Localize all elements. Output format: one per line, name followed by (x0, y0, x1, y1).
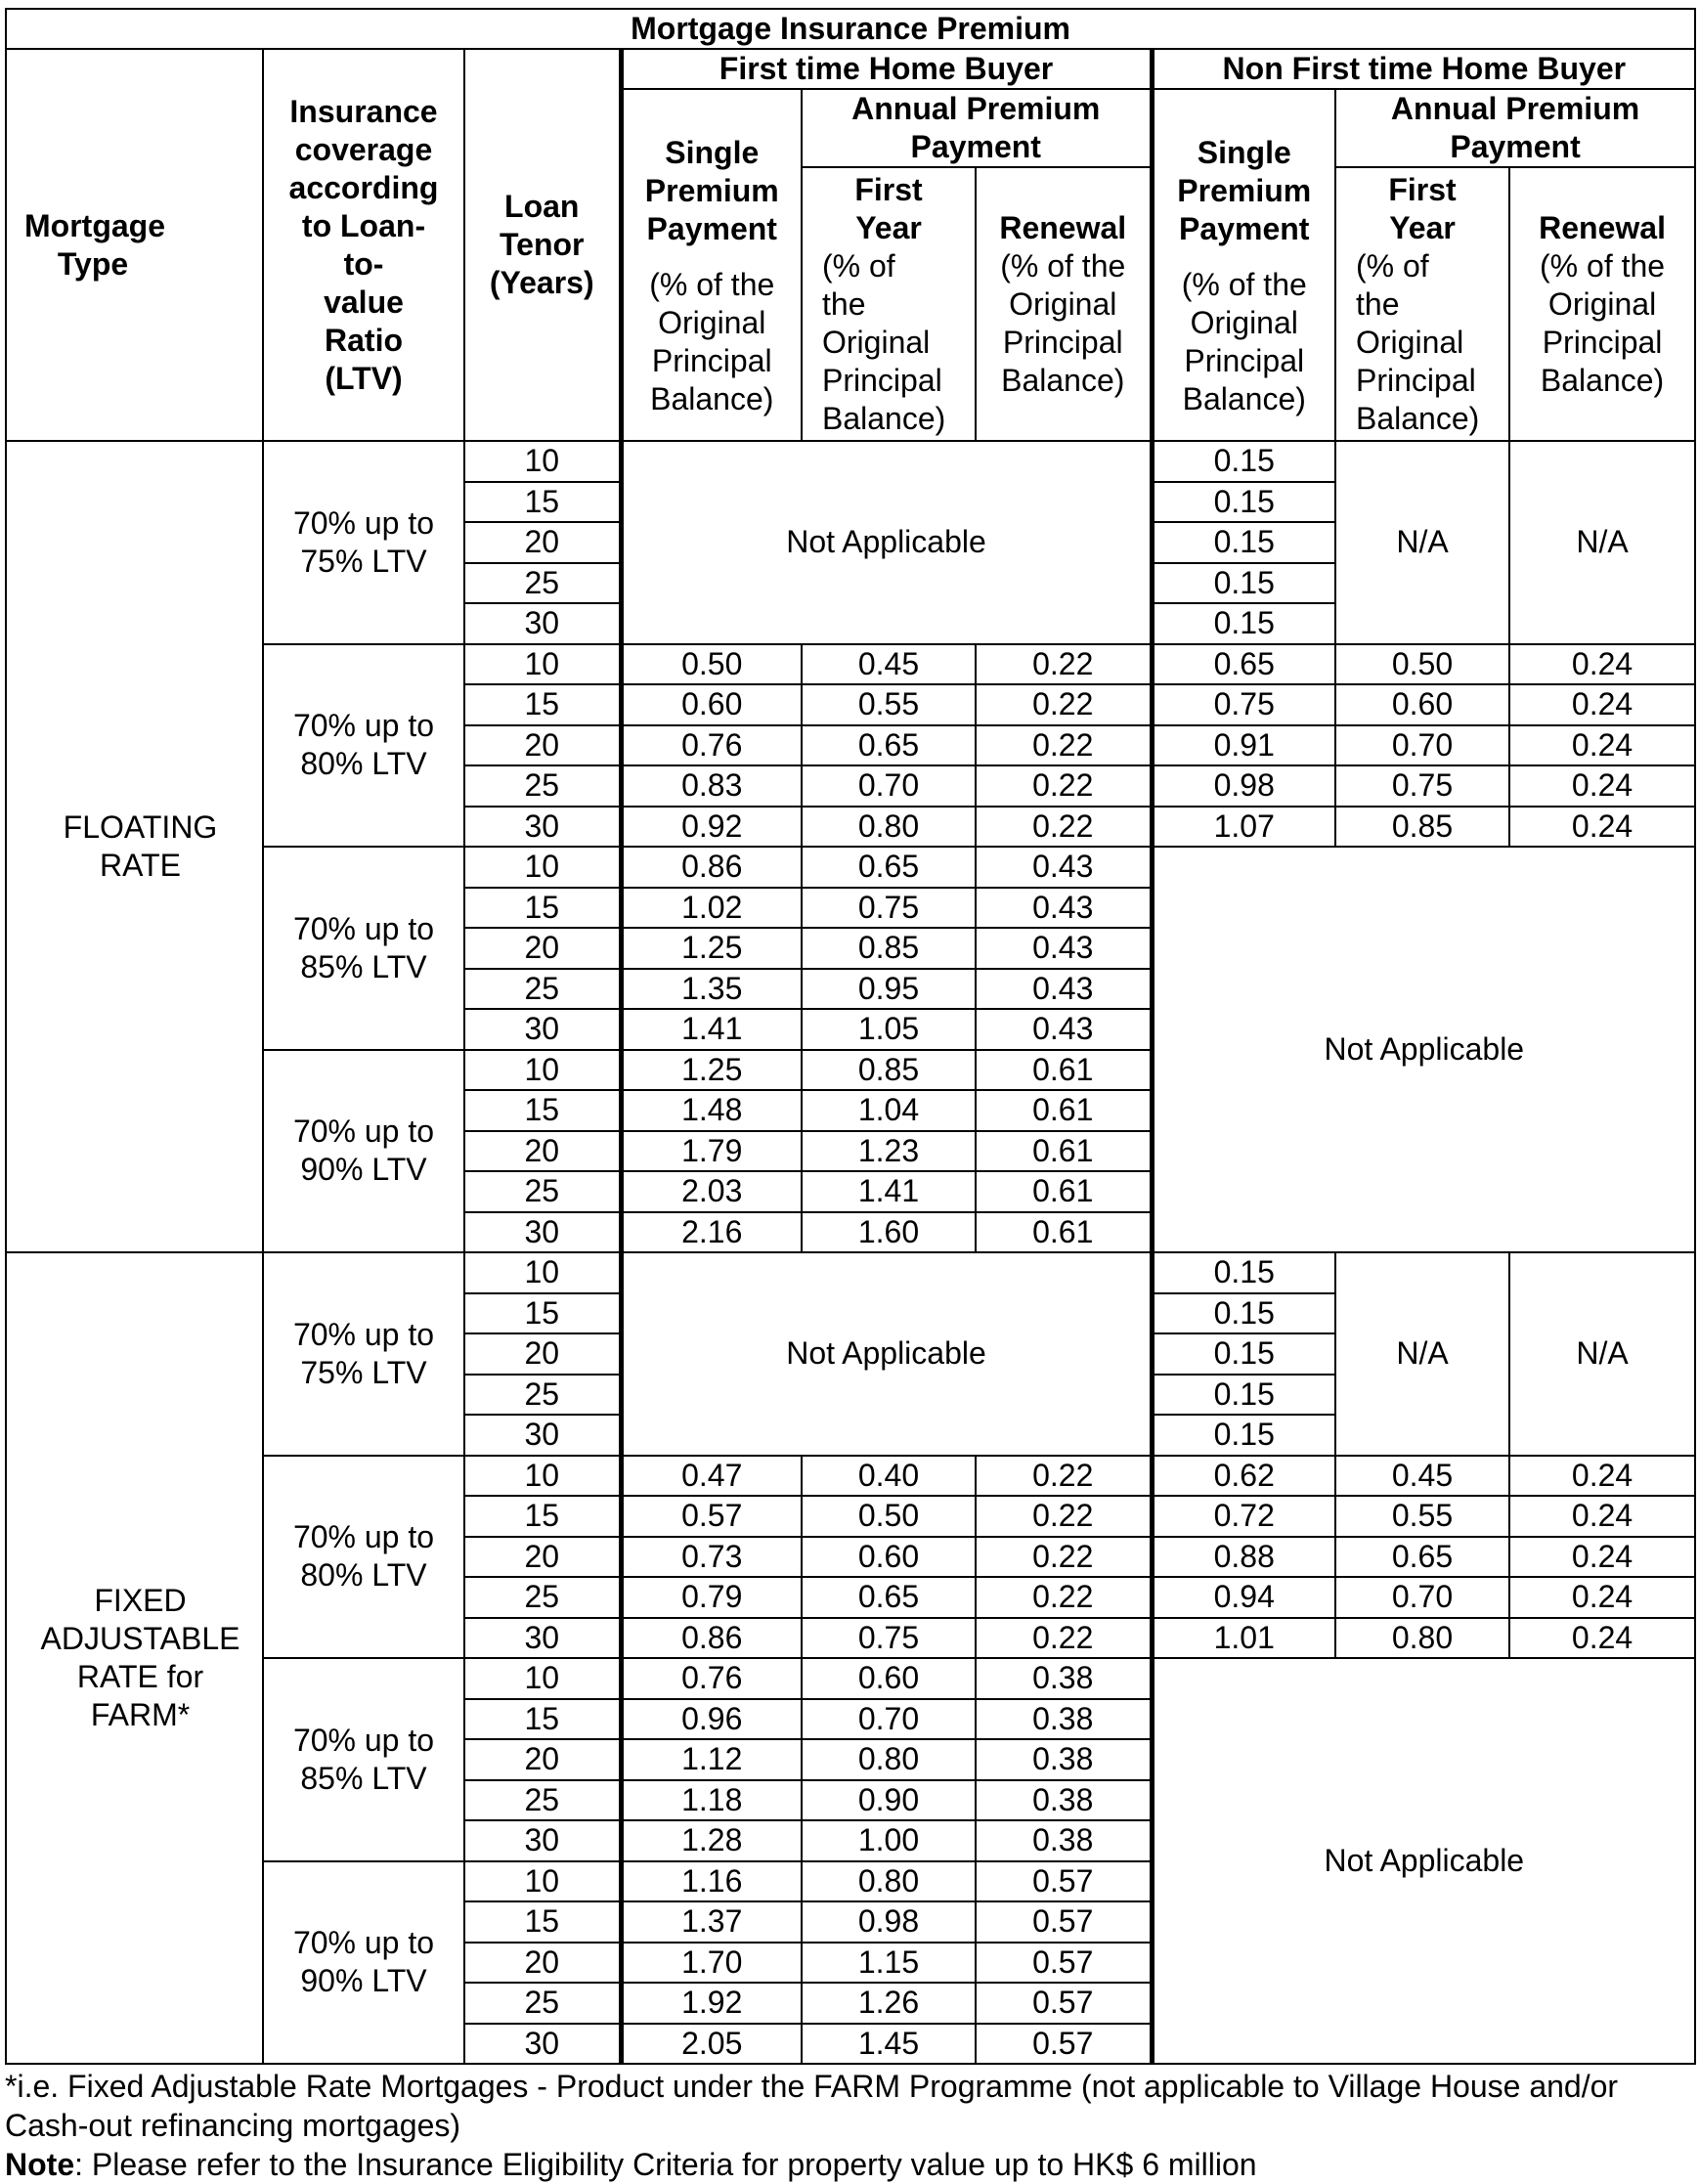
text-line: Principal (822, 362, 942, 398)
text-line: Principal (1542, 324, 1663, 360)
first-time-value-cell: 0.98 (802, 1901, 976, 1943)
text-line: (% of the (649, 266, 775, 302)
first-time-value-cell: 2.16 (621, 1212, 802, 1253)
tenor-cell: 30 (464, 1212, 621, 1253)
tenor-cell: 20 (464, 928, 621, 969)
text-line: the (822, 285, 866, 322)
mortgage-type-cell (6, 1252, 263, 2064)
non-first-value-cell: 0.15 (1152, 1333, 1335, 1375)
first-time-value-cell: 1.16 (621, 1861, 802, 1902)
first-time-value-cell: 1.25 (621, 1050, 802, 1091)
tenor-cell: 15 (464, 1090, 621, 1131)
first-time-value-cell: 0.75 (802, 888, 976, 929)
first-time-value-cell: 0.38 (976, 1658, 1152, 1699)
header-non-first-time-buyer: Non First time Home Buyer (1152, 49, 1695, 89)
first-time-value-cell: 0.65 (802, 1577, 976, 1618)
header-annual-premium-non (1335, 89, 1695, 167)
text-line: Payment (646, 210, 777, 246)
header-renewal-non (1509, 167, 1695, 441)
renewal-note (982, 247, 1144, 400)
non-first-value-cell: 0.15 (1152, 522, 1335, 563)
text-line: Loan (504, 189, 580, 224)
text-line: 70% up to (292, 1114, 435, 1150)
first-time-value-cell: 0.38 (976, 1820, 1152, 1861)
text-line: (% of (1356, 247, 1429, 284)
text-line: the (1356, 285, 1400, 322)
non-first-value-cell: 0.70 (1335, 1577, 1509, 1618)
first-time-value-cell: 0.80 (802, 807, 976, 848)
text-line: value (324, 284, 404, 320)
text-line: Annual Premium (851, 91, 1101, 126)
tenor-cell: 30 (464, 1820, 621, 1861)
tenor-cell: 10 (464, 1861, 621, 1902)
tenor-cell: 25 (464, 1780, 621, 1821)
first-time-value-cell: 0.61 (976, 1212, 1152, 1253)
text-line: Principal (1184, 342, 1305, 378)
na-cell: N/A (1335, 1252, 1509, 1456)
header-annual-premium-first (802, 89, 1152, 167)
first-time-value-cell: 1.15 (802, 1943, 976, 1984)
text-line: 80% LTV (300, 746, 427, 782)
first-time-value-cell: 0.80 (802, 1861, 976, 1902)
non-first-value-cell: 0.15 (1152, 1252, 1335, 1293)
text-line: Balance) (1356, 400, 1480, 436)
first-time-value-cell: 1.92 (621, 1983, 802, 2024)
tenor-cell: 25 (464, 969, 621, 1010)
first-time-value-cell: 0.47 (621, 1456, 802, 1497)
first-time-value-cell: 0.60 (802, 1658, 976, 1699)
tenor-cell: 10 (464, 441, 621, 482)
tenor-cell: 10 (464, 644, 621, 685)
tenor-cell: 25 (464, 1171, 621, 1212)
ltv-cell (263, 1861, 464, 2065)
table-row (6, 441, 1695, 482)
tenor-cell: 20 (464, 1739, 621, 1780)
text-line: Year (855, 209, 922, 245)
first-time-value-cell: 0.92 (621, 807, 802, 848)
tenor-cell: 10 (464, 1252, 621, 1293)
tenor-cell: 15 (464, 1496, 621, 1537)
tenor-cell: 30 (464, 603, 621, 644)
text-line: FLOATING (63, 809, 218, 845)
tenor-cell: 20 (464, 1131, 621, 1172)
first-time-value-cell: 0.43 (976, 888, 1152, 929)
first-time-value-cell: 0.40 (802, 1456, 976, 1497)
first-time-value-cell: 0.45 (802, 644, 976, 685)
text-line: Renewal (999, 209, 1127, 245)
first-time-value-cell: 0.86 (621, 1618, 802, 1659)
na-cell: N/A (1509, 441, 1695, 644)
text-line: FIXED (94, 1583, 187, 1618)
first-time-value-cell: 1.02 (621, 888, 802, 929)
text-line: Tenor (499, 227, 585, 262)
first-time-value-cell: 1.23 (802, 1131, 976, 1172)
first-time-value-cell: 0.86 (621, 847, 802, 888)
first-time-value-cell: 0.22 (976, 644, 1152, 685)
first-time-value-cell: 0.22 (976, 765, 1152, 807)
first-time-value-cell: 0.76 (621, 725, 802, 766)
first-time-value-cell: 0.38 (976, 1739, 1152, 1780)
text-line: Original (1547, 285, 1657, 322)
first-time-value-cell: 0.85 (802, 1050, 976, 1091)
non-first-value-cell: 0.70 (1335, 725, 1509, 766)
tenor-cell: 15 (464, 1699, 621, 1740)
not-applicable-cell: Not Applicable (621, 1252, 1152, 1456)
text-line: Original (1190, 304, 1298, 340)
first-time-value-cell: 1.28 (621, 1820, 802, 1861)
non-first-value-cell: 0.24 (1509, 684, 1695, 725)
header-row-1 (6, 49, 1695, 89)
header-first-year-non (1335, 167, 1509, 441)
non-first-value-cell: 0.45 (1335, 1456, 1509, 1497)
non-first-value-cell: 0.24 (1509, 1618, 1695, 1659)
non-first-value-cell: 0.24 (1509, 644, 1695, 685)
first-time-value-cell: 1.12 (621, 1739, 802, 1780)
first-time-value-cell: 0.38 (976, 1780, 1152, 1821)
text-line: 70% up to (292, 910, 435, 946)
first-time-value-cell: 1.04 (802, 1090, 976, 1131)
text-line: to- (343, 245, 384, 282)
text-line: Principal (651, 342, 772, 378)
text-line: Balance) (1001, 362, 1125, 398)
non-first-value-cell: 0.24 (1509, 725, 1695, 766)
mortgage-type-cell (6, 441, 263, 1252)
tenor-cell: 10 (464, 1658, 621, 1699)
text-line: Original (822, 324, 931, 360)
non-first-value-cell: 0.50 (1335, 644, 1509, 685)
header-coverage (263, 49, 464, 441)
text-line: Balance) (1182, 380, 1306, 416)
note (5, 2145, 1694, 2184)
single-premium-note (630, 266, 796, 418)
first-time-value-cell: 0.61 (976, 1050, 1152, 1091)
non-first-value-cell: 0.24 (1509, 1537, 1695, 1578)
text-line: (% of (822, 247, 895, 284)
first-time-value-cell: 0.22 (976, 1618, 1152, 1659)
text-line: Payment (910, 129, 1041, 164)
non-first-value-cell: 0.65 (1335, 1537, 1509, 1578)
non-first-value-cell: 0.15 (1152, 563, 1335, 604)
first-time-value-cell: 1.05 (802, 1009, 976, 1050)
first-time-value-cell: 2.05 (621, 2024, 802, 2065)
tenor-cell: 25 (464, 1375, 621, 1416)
first-time-value-cell: 1.48 (621, 1090, 802, 1131)
first-time-value-cell: 0.60 (621, 684, 802, 725)
text-line: according (288, 169, 439, 205)
text-line: 70% up to (292, 1316, 435, 1352)
text-line: Original (658, 304, 766, 340)
first-time-value-cell: 0.57 (976, 2024, 1152, 2065)
text-line: 75% LTV (300, 543, 427, 579)
first-year-note (1342, 247, 1503, 438)
first-time-value-cell: 0.43 (976, 1009, 1152, 1050)
header-first-year-first (802, 167, 976, 441)
text-line: 70% up to (292, 708, 435, 744)
text-line: First (854, 171, 923, 207)
non-first-value-cell: 0.15 (1152, 1293, 1335, 1334)
single-premium-note (1160, 266, 1329, 418)
first-time-value-cell: 1.37 (621, 1901, 802, 1943)
first-time-value-cell: 0.65 (802, 725, 976, 766)
non-first-value-cell: 1.07 (1152, 807, 1335, 848)
header-mortgage-type (6, 49, 263, 441)
non-first-value-cell: 0.24 (1509, 1456, 1695, 1497)
first-time-value-cell: 0.57 (976, 1861, 1152, 1902)
document (5, 8, 1694, 2184)
first-time-value-cell: 0.95 (802, 969, 976, 1010)
text-line: Single (665, 134, 760, 170)
text-line: FARM* (90, 1697, 191, 1732)
ltv-cell (263, 847, 464, 1050)
first-time-value-cell: 0.57 (621, 1496, 802, 1537)
first-time-value-cell: 0.61 (976, 1171, 1152, 1212)
tenor-cell: 20 (464, 725, 621, 766)
text-line: 85% LTV (300, 948, 427, 984)
tenor-cell: 15 (464, 888, 621, 929)
tenor-cell: 25 (464, 563, 621, 604)
first-time-value-cell: 0.61 (976, 1131, 1152, 1172)
first-time-value-cell: 2.03 (621, 1171, 802, 1212)
non-first-value-cell: 0.62 (1152, 1456, 1335, 1497)
first-time-value-cell: 0.57 (976, 1901, 1152, 1943)
first-time-value-cell: 0.22 (976, 684, 1152, 725)
not-applicable-cell: Not Applicable (621, 441, 1152, 644)
text-line: Payment (1179, 210, 1310, 246)
ltv-cell (263, 441, 464, 644)
text-line: ADJUSTABLE (40, 1621, 240, 1656)
table-row (6, 1252, 1695, 1293)
text-line: Mortgage Type (24, 207, 165, 282)
header-renewal-first (976, 167, 1152, 441)
ltv-cell (263, 1252, 464, 1456)
non-first-value-cell: 0.65 (1152, 644, 1335, 685)
text-line: 80% LTV (300, 1557, 427, 1594)
non-first-value-cell: 0.15 (1152, 1375, 1335, 1416)
first-time-value-cell: 0.55 (802, 684, 976, 725)
non-first-value-cell: 1.01 (1152, 1618, 1335, 1659)
tenor-cell: 15 (464, 482, 621, 523)
non-first-value-cell: 0.94 (1152, 1577, 1335, 1618)
first-time-value-cell: 0.65 (802, 847, 976, 888)
first-time-value-cell: 1.41 (621, 1009, 802, 1050)
first-time-value-cell: 0.80 (802, 1739, 976, 1780)
text-line: to Loan- (301, 207, 426, 243)
non-first-value-cell: 0.75 (1152, 684, 1335, 725)
first-time-value-cell: 1.26 (802, 1983, 976, 2024)
non-first-value-cell: 0.24 (1509, 807, 1695, 848)
first-time-value-cell: 1.00 (802, 1820, 976, 1861)
ltv-cell (263, 1658, 464, 1861)
first-time-value-cell: 1.45 (802, 2024, 976, 2065)
tenor-cell: 30 (464, 2024, 621, 2065)
text-line: Principal (1002, 324, 1123, 360)
text-line: 70% up to (292, 1925, 435, 1961)
first-time-value-cell: 0.50 (621, 644, 802, 685)
text-line: (Years) (489, 265, 594, 300)
first-time-value-cell: 1.18 (621, 1780, 802, 1821)
header-loan-tenor (464, 49, 621, 441)
text-line: RATE (100, 848, 181, 883)
first-time-value-cell: 0.22 (976, 1456, 1152, 1497)
text-line: Original (1009, 285, 1117, 322)
tenor-cell: 20 (464, 1537, 621, 1578)
text-line: 70% up to (292, 1722, 435, 1758)
first-time-value-cell: 0.43 (976, 847, 1152, 888)
text-line: Original (1356, 324, 1464, 360)
non-first-value-cell: 0.15 (1152, 441, 1335, 482)
tenor-cell: 20 (464, 522, 621, 563)
first-time-value-cell: 1.79 (621, 1131, 802, 1172)
header-single-premium-first (621, 89, 802, 441)
text-line: Premium (644, 172, 779, 208)
tenor-cell: 30 (464, 1009, 621, 1050)
footnote: *i.e. Fixed Adjustable Rate Mortgages - Product under the FARM Programme (not applicable to Village House and/or Cash-out refinancing mortgages) (5, 2069, 1619, 2143)
non-first-value-cell: 0.98 (1152, 765, 1335, 807)
first-time-value-cell: 1.25 (621, 928, 802, 969)
non-first-value-cell: 0.24 (1509, 1496, 1695, 1537)
ltv-cell (263, 644, 464, 848)
first-time-value-cell: 0.85 (802, 928, 976, 969)
text-line: Principal (1356, 362, 1476, 398)
title-row (6, 9, 1695, 49)
first-time-value-cell: 0.83 (621, 765, 802, 807)
first-time-value-cell: 1.35 (621, 969, 802, 1010)
first-time-value-cell: 0.79 (621, 1577, 802, 1618)
non-first-value-cell: 0.15 (1152, 603, 1335, 644)
tenor-cell: 10 (464, 1050, 621, 1091)
ltv-cell (263, 1456, 464, 1659)
first-time-value-cell: 0.22 (976, 1496, 1152, 1537)
non-first-value-cell: 0.60 (1335, 684, 1509, 725)
text-line: (% of the (1000, 247, 1126, 284)
first-time-value-cell: 0.61 (976, 1090, 1152, 1131)
text-line: 70% up to (292, 1519, 435, 1555)
non-first-value-cell: 0.75 (1335, 765, 1509, 807)
text-line: 85% LTV (300, 1760, 427, 1796)
text-line: Balance) (650, 380, 774, 416)
text-line: 90% LTV (300, 1152, 427, 1188)
tenor-cell: 15 (464, 1901, 621, 1943)
first-time-value-cell: 1.60 (802, 1212, 976, 1253)
non-first-value-cell: 0.91 (1152, 725, 1335, 766)
note-text: : Please refer to the Insurance Eligibility Criteria for property value up to HK$ 6 million (74, 2147, 1257, 2182)
text-line: Insurance (289, 93, 438, 129)
tenor-cell: 30 (464, 1415, 621, 1456)
text-line: coverage (294, 131, 433, 167)
text-line: Ratio (325, 322, 403, 358)
non-first-value-cell: 0.15 (1152, 1415, 1335, 1456)
text-line: Annual Premium (1390, 91, 1640, 126)
first-time-value-cell: 0.70 (802, 1699, 976, 1740)
text-line: Balance) (822, 400, 946, 436)
text-line: Renewal (1539, 209, 1666, 245)
tenor-cell: 25 (464, 765, 621, 807)
tenor-cell: 25 (464, 1983, 621, 2024)
non-first-value-cell: 0.24 (1509, 1577, 1695, 1618)
tenor-cell: 30 (464, 1618, 621, 1659)
first-time-value-cell: 0.38 (976, 1699, 1152, 1740)
not-applicable-cell: Not Applicable (1152, 847, 1695, 1252)
text-line: Year (1389, 209, 1456, 245)
tenor-cell: 20 (464, 1943, 621, 1984)
first-time-value-cell: 0.22 (976, 1577, 1152, 1618)
na-cell: N/A (1335, 441, 1509, 644)
first-time-value-cell: 0.73 (621, 1537, 802, 1578)
mortgage-insurance-table (5, 8, 1696, 2065)
text-line: Premium (1177, 172, 1312, 208)
first-year-note (808, 247, 969, 438)
non-first-value-cell: 0.85 (1335, 807, 1509, 848)
first-time-value-cell: 1.41 (802, 1171, 976, 1212)
text-line: First (1388, 171, 1457, 207)
non-first-value-cell: 0.72 (1152, 1496, 1335, 1537)
text-line: Single (1197, 134, 1291, 170)
na-cell: N/A (1509, 1252, 1695, 1456)
text-line: (% of the (1181, 266, 1307, 302)
non-first-value-cell: 0.88 (1152, 1537, 1335, 1578)
first-time-value-cell: 0.57 (976, 1943, 1152, 1984)
first-time-value-cell: 0.50 (802, 1496, 976, 1537)
text-line: 75% LTV (300, 1354, 427, 1390)
tenor-cell: 25 (464, 1577, 621, 1618)
text-line: RATE for (76, 1659, 204, 1694)
ltv-cell (263, 1050, 464, 1253)
tenor-cell: 10 (464, 1456, 621, 1497)
first-time-value-cell: 0.22 (976, 725, 1152, 766)
header-single-premium-non (1152, 89, 1335, 441)
footer (5, 2067, 1694, 2184)
note-label: Note (5, 2147, 75, 2182)
renewal-note (1516, 247, 1688, 400)
tenor-cell: 15 (464, 1293, 621, 1334)
first-time-value-cell: 0.75 (802, 1618, 976, 1659)
text-line: 70% up to (292, 504, 435, 541)
non-first-value-cell: 0.80 (1335, 1618, 1509, 1659)
tenor-cell: 20 (464, 1333, 621, 1375)
text-line: (LTV) (325, 360, 403, 396)
first-time-value-cell: 0.70 (802, 765, 976, 807)
tenor-cell: 10 (464, 847, 621, 888)
first-time-value-cell: 0.22 (976, 807, 1152, 848)
first-time-value-cell: 0.43 (976, 928, 1152, 969)
text-line: 90% LTV (300, 1963, 427, 1999)
tenor-cell: 15 (464, 684, 621, 725)
first-time-value-cell: 0.57 (976, 1983, 1152, 2024)
first-time-value-cell: 0.22 (976, 1537, 1152, 1578)
first-time-value-cell: 0.76 (621, 1658, 802, 1699)
text-line: Balance) (1540, 362, 1665, 398)
table-title: Mortgage Insurance Premium (6, 9, 1695, 49)
non-first-value-cell: 0.24 (1509, 765, 1695, 807)
header-first-time-buyer: First time Home Buyer (621, 49, 1152, 89)
non-first-value-cell: 0.55 (1335, 1496, 1509, 1537)
first-time-value-cell: 0.43 (976, 969, 1152, 1010)
not-applicable-cell: Not Applicable (1152, 1658, 1695, 2064)
text-line: Payment (1450, 129, 1581, 164)
first-time-value-cell: 1.70 (621, 1943, 802, 1984)
non-first-value-cell: 0.15 (1152, 482, 1335, 523)
first-time-value-cell: 0.96 (621, 1699, 802, 1740)
tenor-cell: 30 (464, 807, 621, 848)
first-time-value-cell: 0.90 (802, 1780, 976, 1821)
first-time-value-cell: 0.60 (802, 1537, 976, 1578)
text-line: (% of the (1540, 247, 1666, 284)
